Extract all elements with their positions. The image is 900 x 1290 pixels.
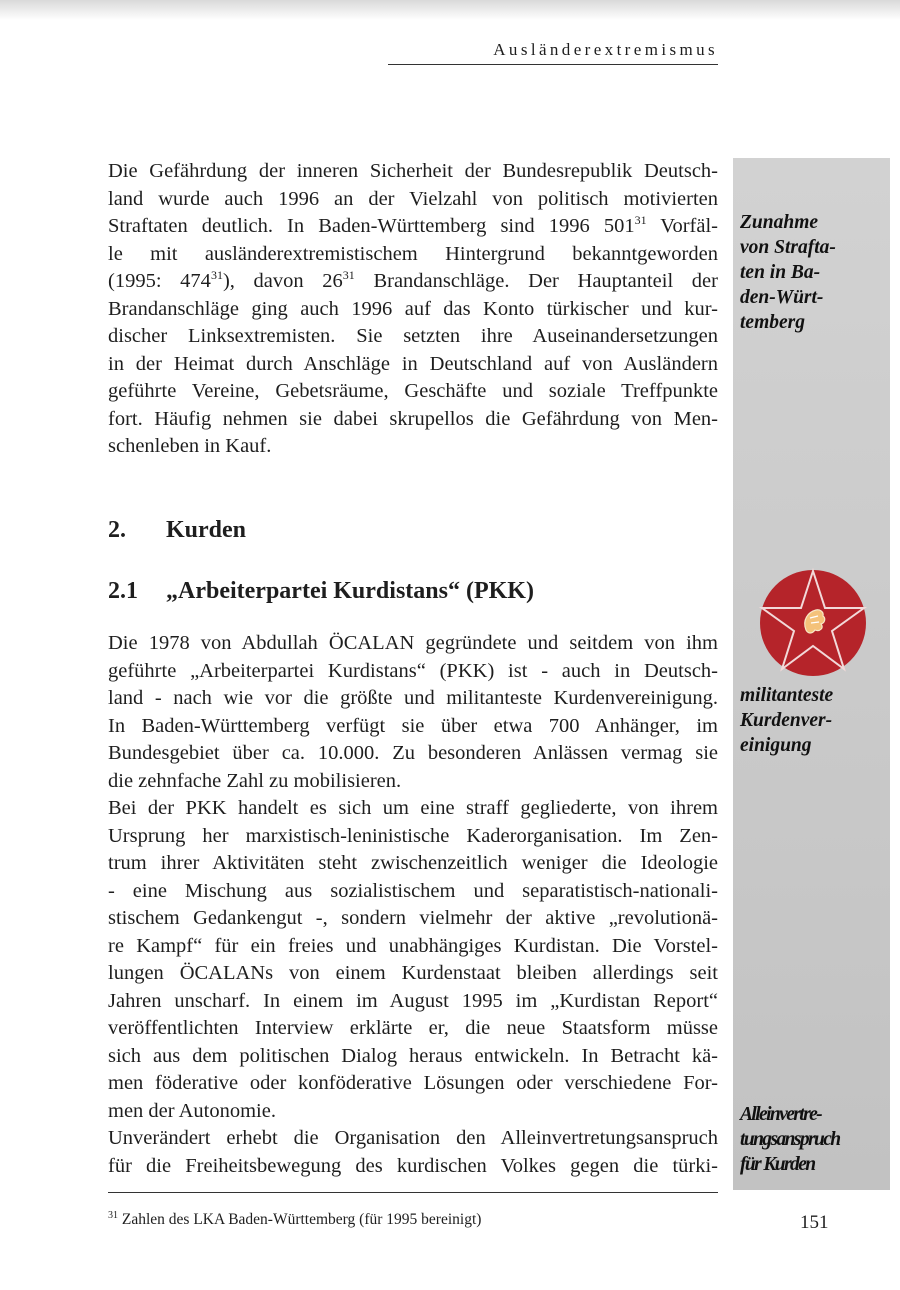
text-line: le mit ausländerextremistischem Hintergrund bekanntgeworden — [108, 242, 718, 265]
text-line: discher Linksextremisten. Sie setzten ihre Auseinandersetzungen — [108, 325, 718, 347]
section-heading-pkk: 2.1 „Arbeiterpartei Kurdistans“ (PKK) — [108, 578, 534, 604]
section-heading-kurden: 2. Kurden — [108, 517, 247, 543]
scan-top-shadow — [0, 0, 900, 20]
footnote-ref: 31 — [634, 213, 647, 228]
pkk-emblem-icon — [758, 568, 868, 678]
side-note-militanteste: militanteste Kurdenver- einigung — [740, 685, 834, 756]
side-note-alleinvertretung: Alleinvertre- tungsanspruch für Kurden — [740, 1104, 840, 1175]
footnote: $^{31}$ Zahlen des LKA Baden-Württemberg (für 1995 bereinigt) — [108, 1210, 482, 1229]
text-line: geführte Vereine, Gebetsräume, Geschäfte und soziale Treffpunkte — [108, 380, 718, 402]
text-line: Die Gefährdung der inneren Sicherheit der Bundesrepublik Deutsch- — [108, 160, 718, 182]
text-line: land - nach wie vor die größte und militanteste Kurdenvereinigung. — [108, 687, 718, 709]
text-line: (1995: 474$^{31}$), davon 26$^{31}$ Brandanschläge. Der Hauptanteil der — [108, 268, 718, 292]
text-line: lungen ÖCALANs von einem Kurdenstaat bleiben allerdings seit — [108, 962, 718, 984]
running-header: Ausländerextremismus — [493, 40, 718, 59]
pkk-paragraph-3 — [108, 1125, 718, 1180]
text-line: Ursprung her marxistisch-leninistische Kaderorganisation. Im Zen- — [108, 824, 718, 847]
text-line: sich aus dem politischen Dialog heraus entwickeln. In Betracht kä- — [108, 1044, 718, 1067]
text-line: Straftaten deutlich. In Baden-Württemberg sind 1996 501$^{31}$ Vorfäl- — [108, 213, 718, 237]
text-line: die zehnfache Zahl zu mobilisieren. — [108, 769, 402, 792]
page-number: 151 — [800, 1212, 829, 1233]
text-line: für die Freiheitsbewegung des kurdischen Volkes gegen die türki- — [108, 1154, 718, 1177]
intro-paragraph — [108, 158, 718, 461]
pkk-paragraph-1 — [108, 630, 718, 795]
pkk-paragraph-2 — [108, 795, 718, 1125]
text-line: - eine Mischung aus sozialistischem und separatistisch-nationali- — [108, 879, 718, 902]
text-line: land wurde auch 1996 an der Vielzahl von politisch motivierten — [108, 187, 718, 210]
text-line: fort. Häufig nehmen sie dabei skrupellos die Gefährdung von Men- — [108, 407, 718, 430]
text-line: trum ihrer Aktivitäten steht zwischenzeitlich weniger die Ideologie — [108, 852, 718, 874]
footnote-rule — [108, 1192, 718, 1193]
text-line: Bei der PKK handelt es sich um eine straff gegliederte, von ihrem — [108, 797, 718, 819]
text-line: stischem Gedankengut -, sondern vielmehr der aktive „revolutionä- — [108, 907, 718, 929]
text-line: Unverändert erhebt die Organisation den Alleinvertretungsanspruch — [108, 1127, 718, 1149]
text-line: veröffentlichten Interview erklärte er, die neue Staatsform müsse — [108, 1017, 718, 1039]
footnote-ref: 31 — [210, 268, 223, 283]
text-line: men der Autonomie. — [108, 1099, 276, 1122]
text-line: schenleben in Kauf. — [108, 435, 272, 457]
text-line: re Kampf“ für ein freies und unabhängiges Kurdistan. Die Vorstel- — [108, 934, 718, 957]
text-line: Brandanschläge ging auch 1996 auf das Konto türkischer und kur- — [108, 297, 718, 320]
text-line: geführte „Arbeiterpartei Kurdistans“ (PKK) ist - auch in Deutsch- — [108, 659, 718, 682]
text-line: Bundesgebiet über ca. 10.000. Zu besonderen Anlässen vermag sie — [108, 742, 718, 764]
side-note-zunahme: Zunahme von Strafta- ten in Ba- den-Würt- temberg — [740, 212, 836, 333]
text-line: men föderative oder konföderative Lösungen oder verschiedene For- — [108, 1072, 718, 1094]
text-line: In Baden-Württemberg verfügt sie über etwa 700 Anhänger, im — [108, 714, 718, 737]
header-rule — [388, 64, 718, 65]
text-line: Die 1978 von Abdullah ÖCALAN gegründete und seitdem von ihm — [108, 632, 718, 654]
text-line: Jahren unscharf. In einem im August 1995 im „Kurdistan Report“ — [108, 989, 718, 1012]
text-line: in der Heimat durch Anschläge in Deutschland auf von Ausländern — [108, 352, 718, 375]
footnote-ref: 31 — [342, 268, 355, 283]
footnote-marker: 31 — [108, 1210, 118, 1221]
